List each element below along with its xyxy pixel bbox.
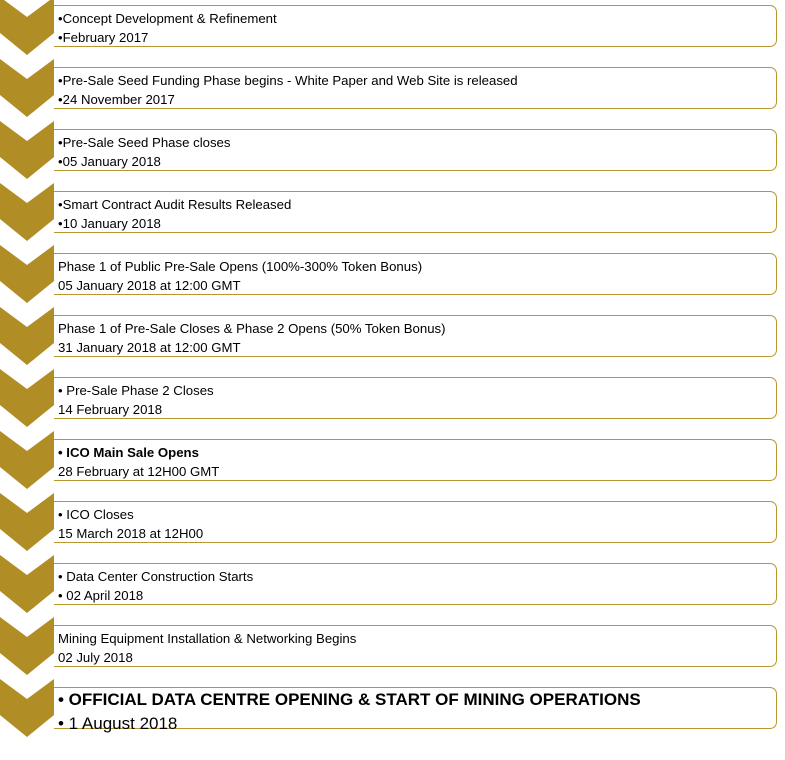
milestone-date: •February 2017 <box>58 30 149 45</box>
milestone-box <box>54 377 777 419</box>
milestone-box <box>54 315 777 357</box>
milestone-row <box>0 127 785 173</box>
milestone-date: 15 March 2018 at 12H00 <box>58 526 204 541</box>
milestone-row <box>0 437 785 483</box>
milestone-title: • ICO Closes <box>58 507 134 522</box>
milestone-title: • Data Center Construction Starts <box>58 569 254 584</box>
milestone-title: Phase 1 of Public Pre-Sale Opens (100%-300% Token Bonus) <box>58 259 423 274</box>
milestone-date: •24 November 2017 <box>58 92 175 107</box>
chevron-arrow-icon <box>0 59 54 117</box>
milestone-date: 28 February at 12H00 GMT <box>58 464 220 479</box>
milestone-row <box>0 685 785 731</box>
milestone-box <box>54 439 777 481</box>
chevron-arrow-icon <box>0 307 54 365</box>
chevron-arrow-icon <box>0 431 54 489</box>
milestone-title: •Pre-Sale Seed Phase closes <box>58 135 231 150</box>
milestone-row <box>0 189 785 235</box>
chevron-arrow-icon <box>0 0 54 55</box>
milestone-box <box>54 191 777 233</box>
milestone-row <box>0 65 785 111</box>
chevron-arrow-icon <box>0 493 54 551</box>
milestone-row <box>0 375 785 421</box>
chevron-arrow-icon <box>0 679 54 737</box>
milestone-date: 14 February 2018 <box>58 402 163 417</box>
milestone-date: 02 July 2018 <box>58 650 133 665</box>
chevron-arrow-icon <box>0 245 54 303</box>
milestone-title: • OFFICIAL DATA CENTRE OPENING & START OF MINING OPERATIONS <box>58 690 641 709</box>
milestone-row <box>0 313 785 359</box>
milestone-title: •Pre-Sale Seed Funding Phase begins - White Paper and Web Site is released <box>58 73 518 88</box>
milestone-title: • Pre-Sale Phase 2 Closes <box>58 383 214 398</box>
milestone-date: • 02 April 2018 <box>58 588 144 603</box>
milestone-title: •Concept Development & Refinement <box>58 11 277 26</box>
milestone-box <box>54 625 777 667</box>
chevron-arrow-icon <box>0 617 54 675</box>
milestone-row <box>0 499 785 545</box>
milestone-row <box>0 561 785 607</box>
milestone-title: • ICO Main Sale Opens <box>58 445 199 460</box>
chevron-arrow-icon <box>0 121 54 179</box>
milestone-date: •10 January 2018 <box>58 216 161 231</box>
chevron-arrow-icon <box>0 369 54 427</box>
milestone-box <box>54 129 777 171</box>
milestone-row <box>0 3 785 49</box>
milestone-row <box>0 251 785 297</box>
milestone-title: •Smart Contract Audit Results Released <box>58 197 292 212</box>
milestone-box <box>54 253 777 295</box>
milestone-box <box>54 501 777 543</box>
milestone-title: Mining Equipment Installation & Networking Begins <box>58 631 357 646</box>
milestone-box <box>54 687 777 733</box>
milestone-box <box>54 5 777 47</box>
milestone-date: 31 January 2018 at 12:00 GMT <box>58 340 241 355</box>
milestone-title: Phase 1 of Pre-Sale Closes & Phase 2 Opens (50% Token Bonus) <box>58 321 446 336</box>
milestone-date: • 1 August 2018 <box>58 714 178 733</box>
milestone-date: •05 January 2018 <box>58 154 161 169</box>
chevron-arrow-icon <box>0 183 54 241</box>
chevron-arrow-icon <box>0 555 54 613</box>
milestone-box <box>54 563 777 605</box>
milestone-row <box>0 623 785 669</box>
milestone-date: 05 January 2018 at 12:00 GMT <box>58 278 241 293</box>
milestone-box <box>54 67 777 109</box>
